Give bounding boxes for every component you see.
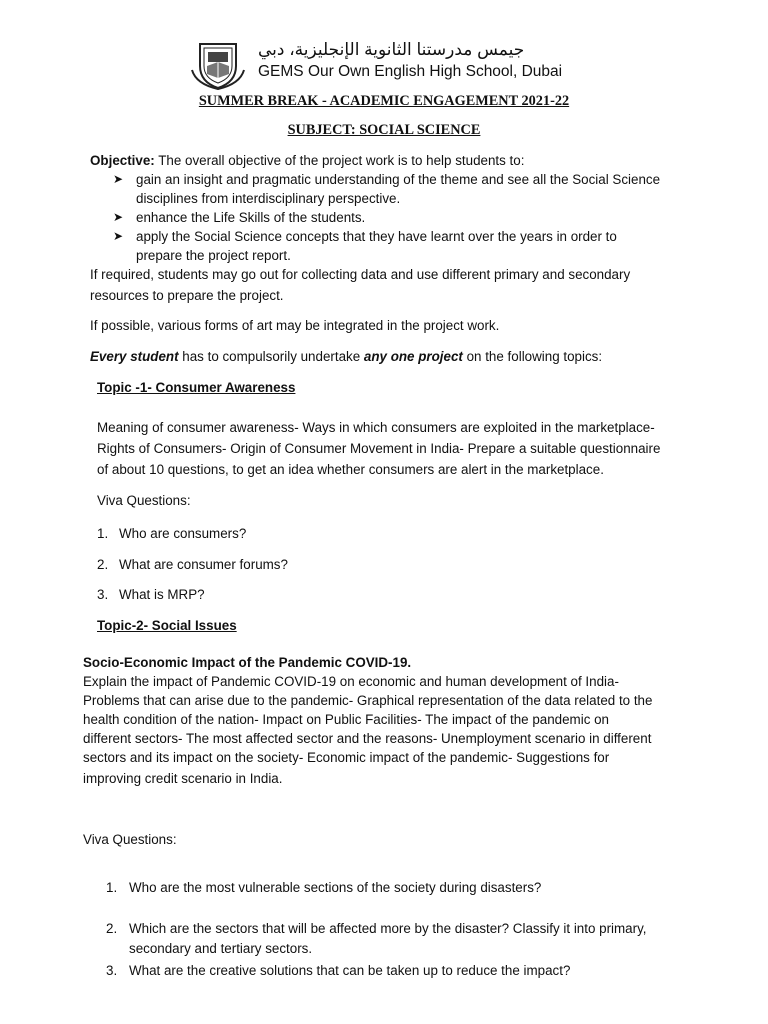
- question-number: 3.: [106, 963, 118, 978]
- topic-1-heading: Topic -1- Consumer Awareness: [97, 380, 296, 395]
- question-number: 2.: [106, 921, 118, 936]
- school-name-arabic: جيمس مدرستنا الثانوية الإنجليزية، دبي: [258, 40, 525, 59]
- topic-2-description-line: different sectors- The most affected sector and the reasons- Unemployment scenario in different: [83, 731, 652, 746]
- topic-2-heading: Topic-2- Social Issues: [97, 618, 237, 633]
- viva-label: Viva Questions:: [97, 493, 191, 508]
- topic-2-description-line: health condition of the nation- Impact on Public Facilities- The impact of the pandemic on: [83, 712, 610, 727]
- question-text: What are the creative solutions that can be taken up to reduce the impact?: [129, 963, 571, 978]
- paragraph-line: resources to prepare the project.: [90, 288, 284, 303]
- paragraph-line: If required, students may go out for collecting data and use different primary and secondary: [90, 267, 631, 282]
- bullet-arrow-icon: ➤: [113, 172, 124, 186]
- emphasis-text: any one project: [363, 349, 463, 364]
- page-title: SUMMER BREAK - ACADEMIC ENGAGEMENT 2021-22: [198, 93, 570, 109]
- subject-heading: SUBJECT: SOCIAL SCIENCE: [287, 122, 481, 138]
- bullet-arrow-icon: ➤: [113, 210, 124, 224]
- objective-intro: The overall objective of the project work is to help students to:: [154, 153, 525, 168]
- topic-2-description-line: improving credit scenario in India.: [83, 771, 283, 786]
- question-text: What are consumer forums?: [119, 557, 288, 572]
- question-text: Who are the most vulnerable sections of the society during disasters?: [129, 880, 542, 895]
- topic-2-description-line: sectors and its impact on the society- Economic impact of the pandemic- Suggestions for: [83, 750, 610, 765]
- topic-2-subheading: Socio-Economic Impact of the Pandemic COVID-19.: [83, 655, 412, 670]
- school-logo: [190, 40, 246, 90]
- objective-line: [90, 151, 524, 170]
- question-text: Who are consumers?: [119, 526, 247, 541]
- topic-1-description-line: of about 10 questions, to get an idea whether consumers are alert in the marketplace.: [97, 462, 604, 477]
- topic-1-description-line: Rights of Consumers- Origin of Consumer Movement in India- Prepare a suitable questionnaire: [97, 441, 661, 456]
- objective-bullet: prepare the project report.: [136, 248, 291, 263]
- topic-1-description-line: Meaning of consumer awareness- Ways in which consumers are exploited in the marketplace-: [97, 420, 655, 435]
- paragraph-line: If possible, various forms of art may be integrated in the project work.: [90, 318, 500, 333]
- objective-bullet: apply the Social Science concepts that they have learnt over the years in order to: [136, 229, 617, 244]
- objective-bullet: gain an insight and pragmatic understanding of the theme and see all the Social Science: [136, 172, 661, 187]
- question-text: What is MRP?: [119, 587, 205, 602]
- question-text: Which are the sectors that will be affected more by the disaster? Classify it into primary,: [129, 921, 647, 936]
- school-name-english: GEMS Our Own English High School, Dubai: [258, 63, 563, 80]
- topic-2-description-line: Explain the impact of Pandemic COVID-19 on economic and human development of India-: [83, 674, 619, 689]
- question-number: 2.: [97, 557, 109, 572]
- every-student-line: [90, 347, 602, 366]
- emphasis-text: Every student: [90, 349, 179, 364]
- viva-label: Viva Questions:: [83, 832, 177, 847]
- body-text: has to compulsorily undertake: [178, 349, 364, 364]
- bullet-arrow-icon: ➤: [113, 229, 124, 243]
- question-text: secondary and tertiary sectors.: [129, 941, 313, 956]
- objective-label: Objective:: [90, 153, 155, 168]
- body-text: on the following topics:: [462, 349, 603, 364]
- question-number: 3.: [97, 587, 109, 602]
- question-number: 1.: [97, 526, 109, 541]
- topic-2-description-line: Problems that can arise due to the pandemic- Graphical representation of the data related to the: [83, 693, 653, 708]
- objective-bullet: enhance the Life Skills of the students.: [136, 210, 366, 225]
- question-number: 1.: [106, 880, 118, 895]
- objective-bullet: disciplines from interdisciplinary perspective.: [136, 191, 401, 206]
